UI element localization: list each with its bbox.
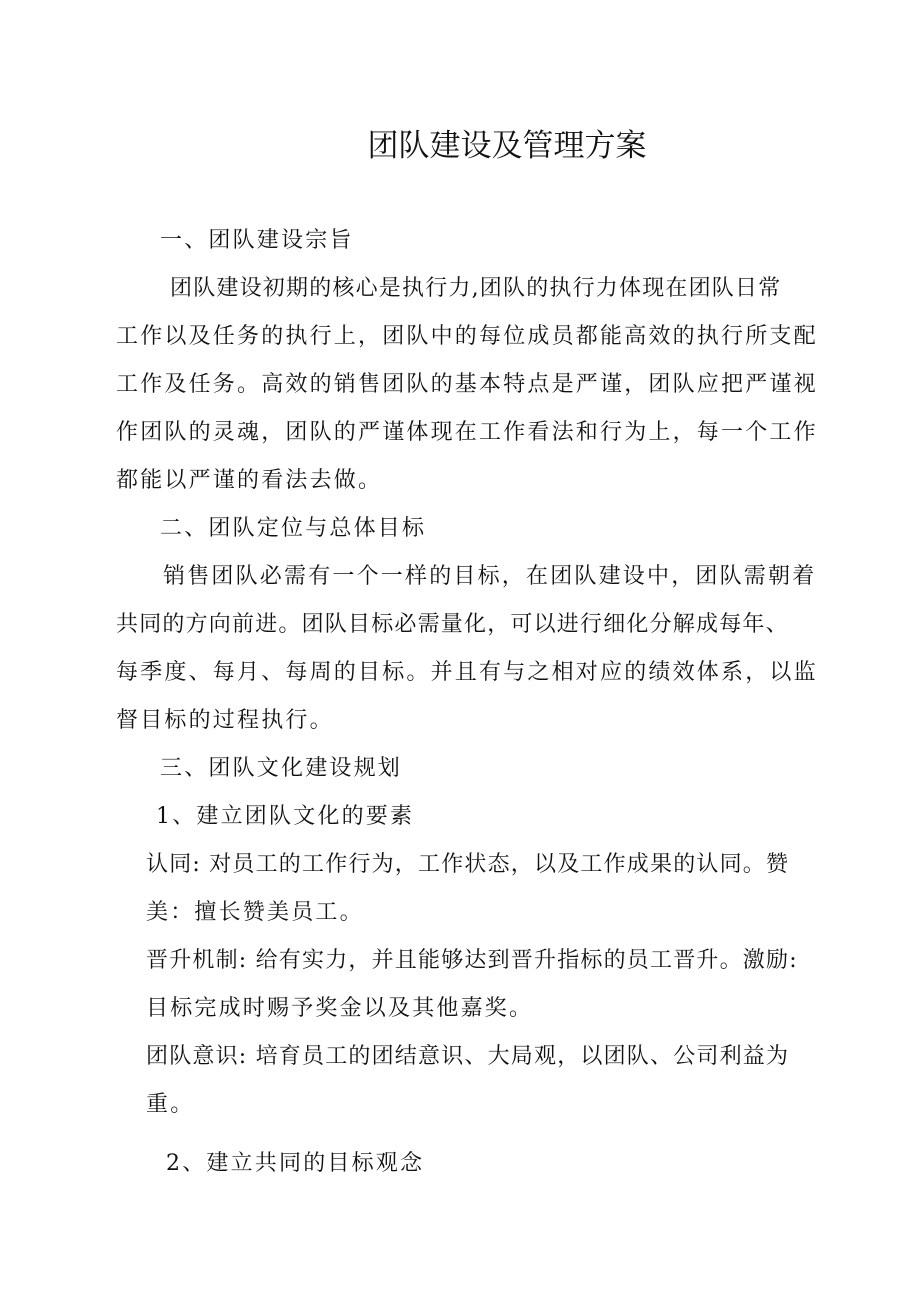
subsection-heading-2: 2、建立共同的目标观念 (166, 1151, 425, 1176)
document-title: 团队建设及管理方案 (367, 128, 647, 164)
paragraph-line: 重。 (146, 1092, 195, 1117)
paragraph-line: 工作以及任务的执行上，团队中的每位成员都能高效的执行所支配 (116, 324, 818, 349)
paragraph-line: 每季度、每月、每周的目标。并且有与之相对应的绩效体系，以监 (116, 660, 818, 685)
paragraph-line: 团队建设初期的核心是执行力,团队的执行力体现在团队日常 (170, 276, 782, 301)
paragraph-line: 工作及任务。高效的销售团队的基本特点是严谨，团队应把严谨视 (116, 372, 818, 397)
paragraph-line: 督目标的过程执行。 (116, 708, 334, 733)
section-heading-1: 一、团队建设宗旨 (160, 228, 354, 253)
paragraph-line: 作团队的灵魂，团队的严谨体现在工作看法和行为上，每一个工作 (116, 420, 818, 445)
paragraph-line: 目标完成时赐予奖金以及其他嘉奖。 (146, 996, 534, 1021)
section-heading-3: 三、团队文化建设规划 (160, 756, 403, 781)
paragraph-line: 晋升机制: 给有实力，并且能够达到晋升指标的员工晋升。激励: (146, 948, 798, 973)
paragraph-line: 销售团队必需有一个一样的目标，在团队建设中，团队需朝着 (163, 564, 817, 589)
paragraph-line: 团队意识: 培育员工的团结意识、大局观，以团队、公司利益为 (146, 1044, 790, 1069)
paragraph-line: 共同的方向前进。团队目标必需量化，可以进行细化分解成每年、 (116, 612, 789, 637)
paragraph-line: 认同: 对员工的工作行为，工作状态，以及工作成果的认同。赞 (146, 852, 790, 877)
paragraph-line: 都能以严谨的看法去做。 (116, 468, 383, 493)
paragraph-line: 美：擅长赞美员工。 (146, 900, 364, 925)
section-heading-2: 二、团队定位与总体目标 (160, 516, 427, 541)
subsection-heading-1: 1、建立团队文化的要素 (156, 804, 415, 829)
